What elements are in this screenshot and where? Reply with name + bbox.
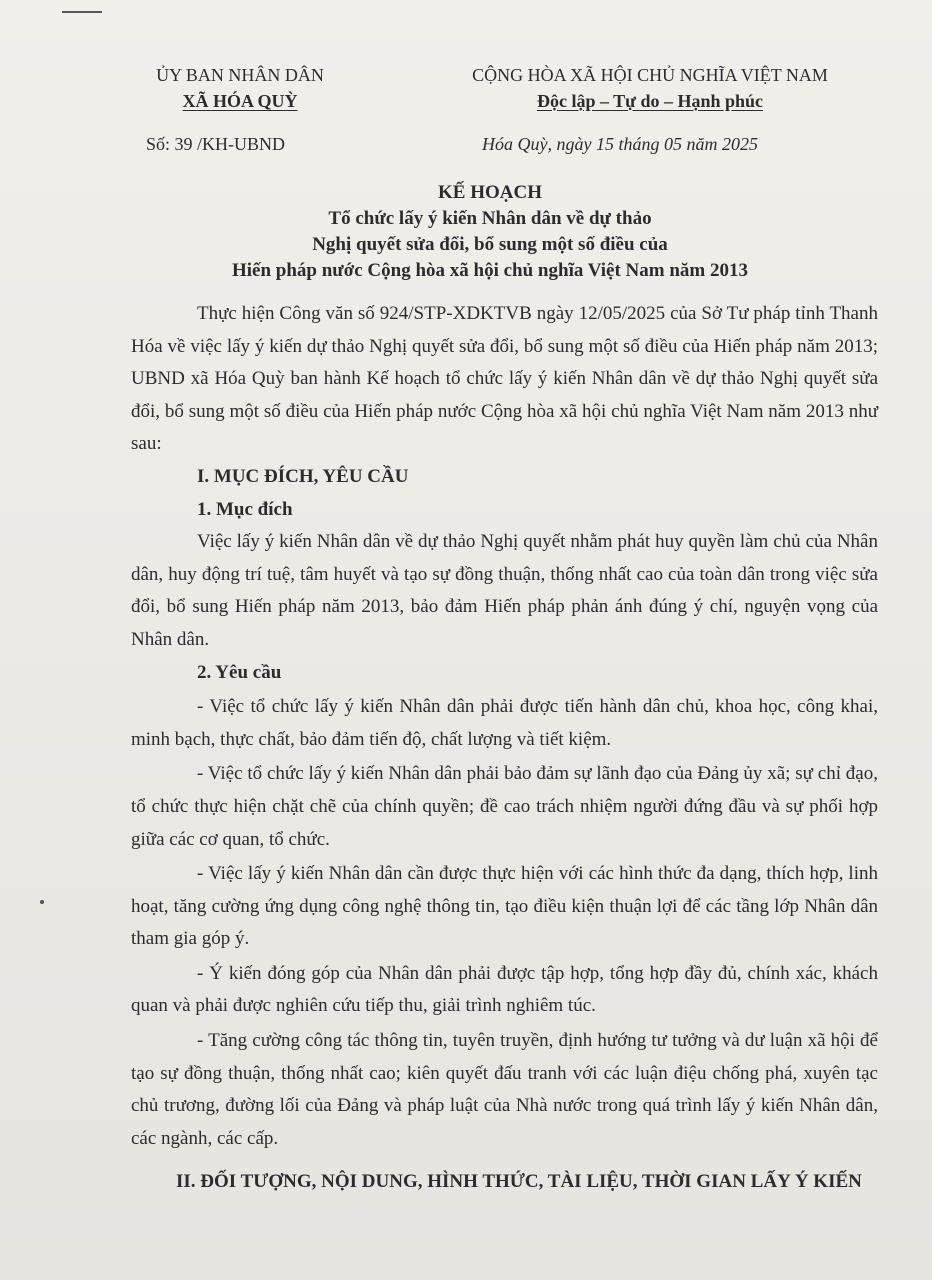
authority-line2: XÃ HÓA QUỲ: [182, 91, 298, 111]
intro-paragraph: Thực hiện Công văn số 924/STP-XDKTVB ngày 12/05/2025 của Sở Tư pháp tỉnh Thanh Hóa về việc lấy ý kiến dự thảo Nghị quyết sửa đổi, bổ sung một số điều của Hiến pháp năm 2013; UBND xã Hóa Quỳ ban hành Kế hoạch tổ chức lấy ý kiến Nhân dân về dự thảo Nghị quyết sửa đổi, bổ sung một số điều của Hiến pháp nước Cộng hòa xã hội chủ nghĩa Việt Nam năm 2013 như sau:: [131, 303, 878, 455]
purpose-paragraph: Việc lấy ý kiến Nhân dân về dự thảo Nghị quyết nhằm phát huy quyền làm chủ của Nhân dân, huy động trí tuệ, tâm huyết và tạo sự đồng thuận, thống nhất cao của toàn dân trong việc sửa đổi, bổ sung Hiến pháp năm 2013, bảo đảm Hiến pháp phản ánh đúng ý chí, nguyện vọng của Nhân dân.: [131, 531, 878, 650]
document-date: Hóa Quỳ, ngày 15 tháng 05 năm 2025: [482, 134, 758, 154]
national-motto: [425, 62, 875, 114]
scan-mark: [62, 11, 102, 13]
document-body: [131, 298, 878, 1155]
section2-heading: II. ĐỐI TƯỢNG, NỘI DUNG, HÌNH THỨC, TÀI LIỆU, THỜI GIAN LẤY Ý KIẾN: [176, 1171, 862, 1192]
nation-line1: CỘNG HÒA XÃ HỘI CHỦ NGHĨA VIỆT NAM: [472, 65, 828, 85]
title-line1: Tổ chức lấy ý kiến Nhân dân về dự thảo: [328, 208, 652, 229]
issuing-authority: [140, 62, 340, 114]
requirement-item-4: - Ý kiến đóng góp của Nhân dân phải được tập hợp, tổng hợp đầy đủ, chính xác, khách quan và phải được nghiên cứu tiếp thu, giải trình nghiêm túc.: [131, 962, 878, 1017]
requirement-item-5: - Tăng cường công tác thông tin, tuyên truyền, định hướng tư tưởng và dư luận xã hội để tạo sự đồng thuận, thống nhất cao; kiên quyết đấu tranh với các luận điệu chống phá, xuyên tạc chủ trương, đường lối của Đảng và pháp luật của Nhà nước trong quá trình lấy ý kiến Nhân dân, các ngành, các cấp.: [131, 1030, 878, 1149]
authority-line1: ỦY BAN NHÂN DÂN: [156, 65, 324, 85]
document-title: [100, 180, 880, 284]
title-line3: Hiến pháp nước Cộng hòa xã hội chủ nghĩa Việt Nam năm 2013: [231, 260, 748, 281]
title-line2: Nghị quyết sửa đổi, bổ sung một số điều của: [312, 234, 668, 255]
requirement-item-1: - Việc tổ chức lấy ý kiến Nhân dân phải được tiến hành dân chủ, khoa học, công khai, minh bạch, thực chất, bảo đảm tiến độ, chất lượng và tiết kiệm.: [131, 696, 878, 750]
requirement-item-3: - Việc lấy ý kiến Nhân dân cần được thực hiện với các hình thức đa dạng, thích hợp, linh hoạt, tăng cường ứng dụng công nghệ thông tin, tạo điều kiện thuận lợi để các tầng lớp Nhân dân tham gia góp ý.: [131, 863, 878, 950]
requirement-item-2: - Việc tổ chức lấy ý kiến Nhân dân phải bảo đảm sự lãnh đạo của Đảng ủy xã; sự chỉ đạo, tổ chức thực hiện chặt chẽ của chính quyền; đề cao trách nhiệm người đứng đầu và sự phối hợp giữa các cơ quan, tổ chức.: [131, 763, 878, 850]
document-number: Số: 39 /KH-UBND: [146, 134, 286, 154]
requirements-heading: 2. Yêu cầu: [197, 661, 282, 683]
scan-speck: [40, 900, 44, 904]
section2-heading-block: [118, 1166, 886, 1198]
title-kind: KẾ HOẠCH: [438, 182, 542, 203]
purpose-heading: 1. Mục đích: [197, 498, 293, 520]
nation-line2: Độc lập – Tự do – Hạnh phúc: [536, 91, 764, 111]
section1-heading: I. MỤC ĐÍCH, YÊU CẦU: [197, 465, 409, 487]
